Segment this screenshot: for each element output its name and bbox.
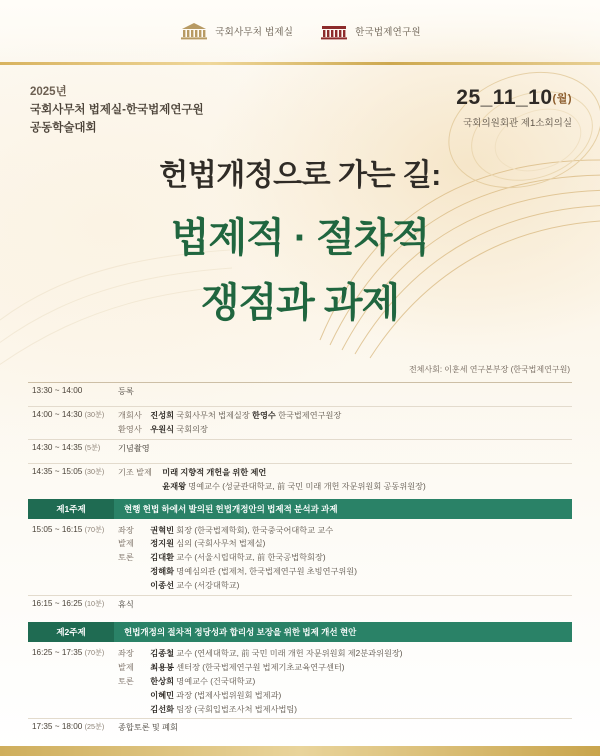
row-person: 이종선 (150, 581, 175, 591)
row-item (118, 580, 572, 592)
event-year: 2025년 (30, 86, 67, 98)
row-role: 발제 (118, 662, 134, 672)
row-person-2: 한영수 (252, 411, 276, 420)
row-affiliation: 명예교수 (건국대학교) (176, 676, 256, 686)
schedule-row (28, 406, 572, 439)
row-body (118, 443, 572, 455)
building-icon (179, 22, 209, 40)
row-person: 김선화 (150, 704, 175, 714)
schedule-row (28, 718, 572, 742)
row-time-value: 15:05 ~ 16:15 (32, 524, 83, 534)
row-affiliation-2: 한국법제연구원장 (278, 411, 342, 420)
event-date (456, 86, 572, 110)
title-line-2: 법제적 · 절차적 (170, 216, 430, 260)
row-time-value: 14:30 ~ 14:35 (32, 442, 83, 452)
session-tag: 제1주제 (28, 499, 114, 519)
row-time-value: 17:35 ~ 18:00 (32, 722, 83, 732)
event-date-value: 25_11_10 (456, 86, 553, 109)
row-item (118, 662, 572, 674)
session-header (28, 499, 572, 519)
session-tag: 제2주제 (28, 622, 114, 642)
row-person: 윤재왕 (162, 481, 187, 491)
row-item (118, 424, 572, 436)
row-item (118, 525, 572, 537)
row-time (28, 386, 118, 395)
row-time (28, 525, 118, 535)
building-icon (319, 22, 349, 40)
row-body (118, 648, 572, 715)
event-weekday: (월) (552, 93, 572, 105)
row-role: 발제 (118, 539, 134, 549)
row-affiliation: 교수 (서울시립대학교, 前 한국공법학회장) (176, 553, 326, 563)
row-person: 권혁빈 (150, 525, 175, 535)
row-affiliation: 교수 (연세대학교, 前 국민 미래 개헌 자문위원회 제2분과위원장) (176, 649, 403, 659)
schedule-row (28, 439, 572, 463)
title-line-3: 쟁점과 과제 (200, 281, 400, 325)
footer-gold-bar (0, 746, 600, 756)
row-affiliation: 회장 (한국법제학회), 한국중국어대학교 교수 (176, 525, 334, 535)
logo-assembly (179, 22, 293, 40)
row-duration: (70분) (84, 648, 105, 658)
session-title: 헌법개정의 절차적 정당성과 합리성 보장을 위한 법제 개선 현안 (114, 622, 572, 642)
event-host-line2: 공동학술대회 (30, 121, 97, 134)
row-person: 한상희 (150, 676, 175, 686)
row-item (118, 676, 572, 688)
gold-divider (0, 62, 600, 65)
row-item (118, 467, 572, 479)
row-duration: (30분) (84, 410, 105, 419)
row-body (118, 599, 572, 611)
row-role: 토론 (118, 676, 134, 686)
row-role: 좌장 (118, 649, 134, 659)
row-time-value: 13:30 ~ 14:00 (32, 386, 83, 395)
row-time (28, 648, 118, 658)
row-item (118, 538, 572, 550)
row-body (118, 467, 572, 493)
row-affiliation: 심의 (국회사무처 법제실) (176, 539, 266, 549)
row-person: 김종철 (150, 649, 175, 659)
title-line-1: 헌법개정으로 가는 길: (159, 159, 441, 192)
row-role: 개회사 (118, 411, 142, 420)
schedule-row (28, 382, 572, 406)
schedule-row (28, 645, 572, 718)
session-title: 현행 헌법 하에서 발의된 헌법개정안의 법제적 분석과 과제 (114, 499, 572, 519)
row-affiliation: 과장 (법제사법위원회 법제과) (176, 690, 282, 700)
row-time (28, 722, 118, 732)
event-host-block (30, 84, 204, 137)
row-item (118, 704, 572, 716)
row-time-value: 16:25 ~ 17:35 (32, 648, 83, 658)
row-time-value: 14:00 ~ 14:30 (32, 410, 83, 419)
row-person: 진성희 (150, 411, 175, 420)
row-text: 등록 (118, 387, 134, 396)
row-person: 김대환 (150, 553, 175, 563)
row-time (28, 410, 118, 420)
row-duration: (5분) (84, 442, 101, 452)
row-person: 우원식 (150, 424, 175, 434)
row-duration: (70분) (84, 524, 105, 534)
row-item (118, 648, 572, 660)
row-duration: (10분) (84, 599, 105, 609)
row-affiliation: 명예교수 (성균관대학교, 前 국민 미래 개헌 자문위원회 공동위원장) (188, 481, 426, 491)
event-date-block (456, 86, 572, 129)
row-item (118, 690, 572, 702)
moderator-note: 전체사회: 이훈세 연구본부장 (한국법제연구원) (408, 365, 570, 374)
logo-klri-label: 한국법제연구원 (355, 27, 421, 38)
session-header (28, 622, 572, 642)
row-text: 휴식 (118, 600, 134, 610)
row-item (118, 481, 572, 493)
row-time (28, 599, 118, 609)
row-topic: 미래 지향적 개헌을 위한 제언 (162, 467, 267, 477)
row-person: 최용봉 (150, 662, 175, 672)
row-time-value: 14:35 ~ 15:05 (32, 466, 83, 476)
row-role: 토론 (118, 553, 134, 563)
schedule-table (28, 382, 572, 742)
schedule-row (28, 595, 572, 619)
row-body (118, 722, 572, 734)
header-logos (0, 0, 600, 62)
row-text: 종합토론 및 폐회 (118, 723, 178, 733)
logo-klri (319, 22, 421, 40)
event-host-line1: 국회사무처 법제실-한국법제연구원 (30, 103, 204, 116)
row-item (118, 566, 572, 578)
row-affiliation: 국회사무처 법제실장 (176, 411, 250, 420)
row-role: 기조 발제 (118, 467, 152, 477)
row-duration: (30분) (84, 466, 105, 476)
row-duration: (25분) (84, 722, 105, 732)
row-affiliation: 명예심의관 (법제처, 한국법제연구원 초빙연구위원) (176, 567, 357, 577)
row-role: 환영사 (118, 424, 142, 434)
row-time (28, 467, 118, 477)
logo-assembly-label: 국회사무처 법제실 (215, 27, 294, 38)
row-time (28, 443, 118, 453)
schedule-row (28, 463, 572, 496)
schedule-row (28, 522, 572, 595)
row-person: 정지원 (150, 539, 175, 549)
row-item (118, 552, 572, 564)
page-title (0, 150, 600, 328)
row-affiliation: 센터장 (한국법제연구원 법제기초교육연구센터) (176, 662, 345, 672)
row-affiliation: 국회의장 (176, 424, 208, 434)
row-item (118, 410, 572, 422)
row-person: 이혜민 (150, 690, 175, 700)
row-affiliation: 교수 (서강대학교) (176, 581, 240, 591)
row-body (118, 410, 572, 436)
row-affiliation: 팀장 (국회입법조사처 법제사법팀) (176, 704, 298, 714)
row-body (118, 386, 572, 398)
row-person: 정해화 (150, 567, 175, 577)
row-time-value: 16:15 ~ 16:25 (32, 599, 83, 609)
row-text: 기념촬영 (118, 443, 150, 453)
row-body (118, 525, 572, 592)
row-role: 좌장 (118, 525, 134, 535)
event-place: 국회의원회관 제1소회의실 (463, 118, 572, 129)
